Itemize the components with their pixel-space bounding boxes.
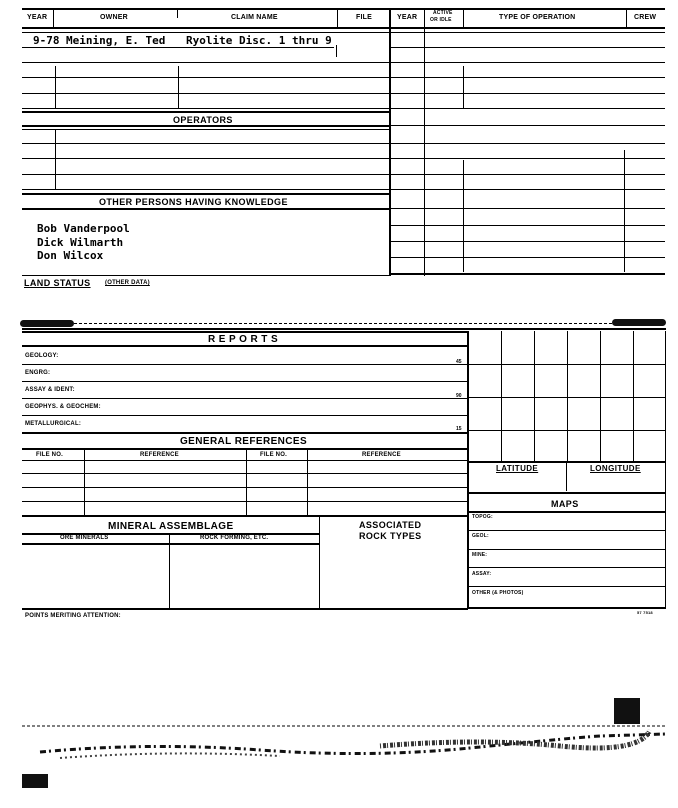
active-header-line2: OR IDLE (430, 17, 452, 23)
entry-claim-name: Ryolite Disc. 1 thru 9 (186, 34, 332, 47)
map-assay: ASSAY: (472, 571, 492, 577)
maps-title: MAPS (551, 499, 579, 509)
land-status-label: LAND STATUS (24, 278, 91, 288)
activity-year-header: YEAR (397, 14, 418, 21)
scan-artifacts (0, 690, 678, 800)
report-num: 90 (456, 393, 462, 399)
person-name: Bob Vanderpool (37, 222, 130, 235)
general-references-title: GENERAL REFERENCES (180, 436, 308, 447)
report-metallurgical: METALLURGICAL: (25, 421, 82, 427)
claim-name-header: CLAIM NAME (231, 14, 278, 21)
reports-title: R E P O R T S (208, 334, 279, 345)
reference-header: REFERENCE (140, 452, 179, 458)
report-geology: GEOLOGY: (25, 353, 59, 359)
corner-mark (614, 698, 640, 724)
entry-owner: Meining, E. Ted (66, 34, 166, 47)
smudge-right (612, 319, 666, 326)
crew-header: CREW (634, 14, 657, 21)
associated-rock-types-line2: ROCK TYPES (359, 531, 422, 541)
file-header: FILE (356, 14, 372, 21)
type-of-operation-header: TYPE OF OPERATION (499, 14, 576, 21)
operators-title: OPERATORS (173, 115, 233, 125)
land-status-sub: (OTHER DATA) (105, 280, 150, 286)
points-meriting-label: POINTS MERITING ATTENTION: (25, 613, 121, 619)
file-no-header: FILE NO. (260, 452, 287, 458)
ore-minerals-header: ORE MINERALS (60, 535, 109, 541)
mineral-assemblage-title: MINERAL ASSEMBLAGE (108, 521, 234, 532)
smudge-left (20, 320, 74, 327)
entry-year: 9-78 (33, 34, 60, 47)
other-persons-title: OTHER PERSONS HAVING KNOWLEDGE (99, 197, 288, 207)
report-assay: ASSAY & IDENT: (25, 387, 75, 393)
file-no-header: FILE NO. (36, 452, 63, 458)
person-name: Don Wilcox (37, 249, 104, 262)
longitude-label: LONGITUDE (590, 464, 641, 473)
person-name: Dick Wilmarth (37, 236, 124, 249)
map-geol: GEOL: (472, 533, 489, 539)
form-code: 57 7518 (637, 610, 653, 615)
map-other: OTHER (& PHOTOS) (472, 590, 524, 596)
report-num: 45 (456, 359, 462, 365)
latitude-label: LATITUDE (496, 464, 539, 473)
map-topog: TOPOG: (472, 514, 493, 520)
year-header: YEAR (27, 14, 48, 21)
rock-forming-header: ROCK FORMING, ETC. (200, 535, 269, 541)
report-geophys: GEOPHYS. & GEOCHEM: (25, 404, 101, 410)
associated-rock-types-line1: ASSOCIATED (359, 520, 422, 530)
report-num: 15 (456, 426, 462, 432)
reference-header: REFERENCE (362, 452, 401, 458)
map-mine: MINE: (472, 552, 488, 558)
owner-header: OWNER (100, 14, 128, 21)
active-header-line1: ACTIVE (433, 10, 453, 16)
corner-smudge (22, 774, 48, 788)
report-engrg: ENGRG: (25, 370, 51, 376)
